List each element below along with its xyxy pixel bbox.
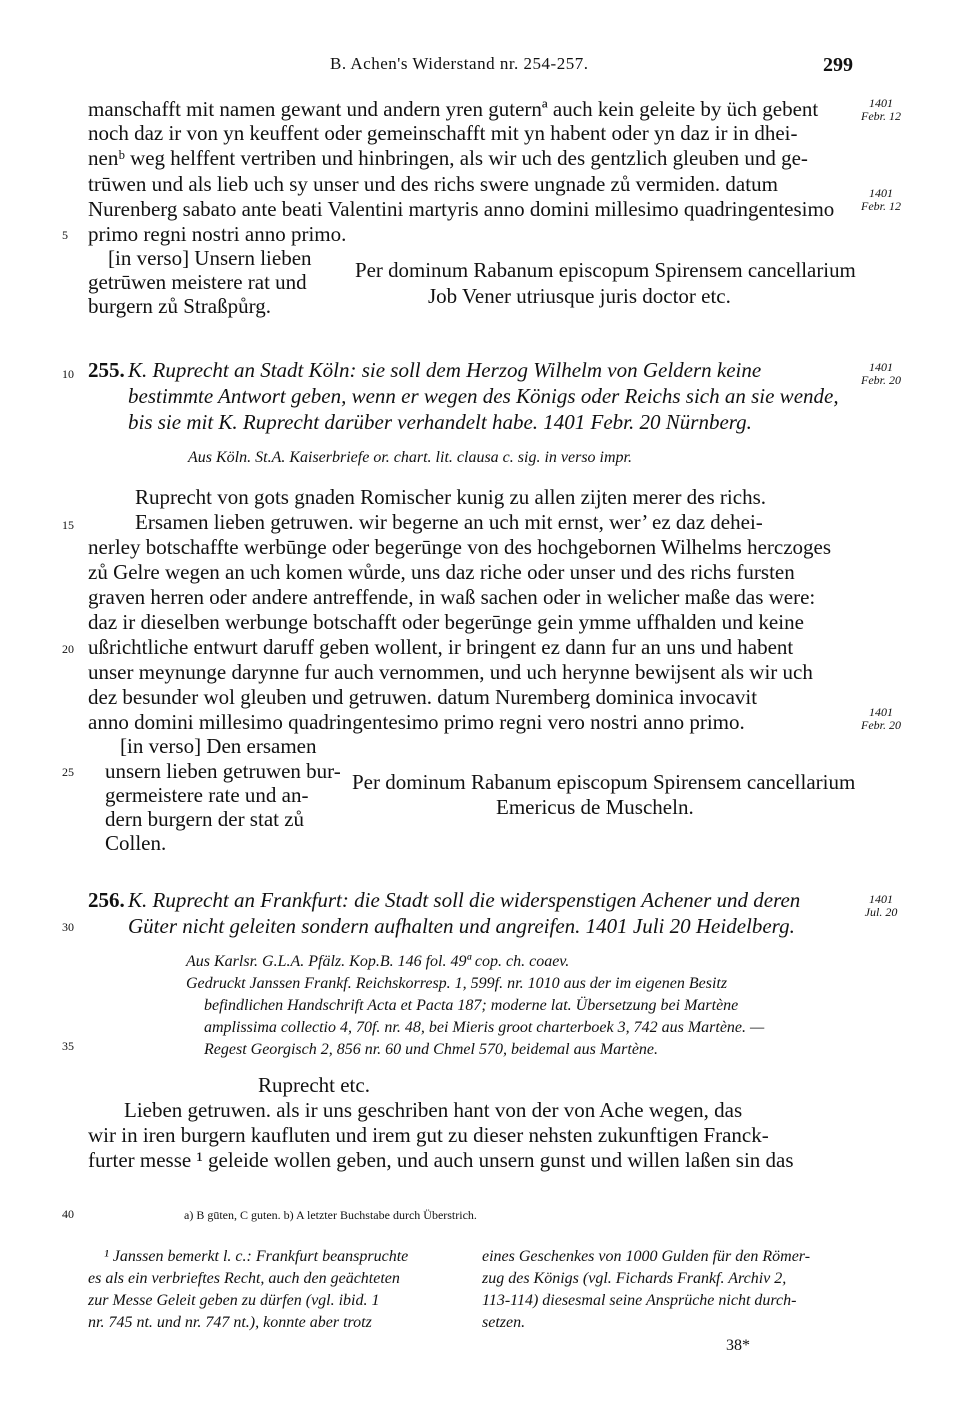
footnote-line: nr. 745 nt. und nr. 747 nt.), konnte aber trotz <box>88 1314 372 1331</box>
margin-date <box>858 361 904 387</box>
line-number: 25 <box>62 765 74 779</box>
text-line: noch daz ir von yn keuffent oder gemeinschafft mit yn habent oder yn daz ir in dhei- <box>88 121 798 145</box>
margin-year: 1401 <box>869 360 893 374</box>
source-note: amplissima collectio 4, 70f. nr. 48, bei Mieris groot charterboek 3, 742 aus Martène. — <box>204 1019 765 1036</box>
running-title: B. Achen's Widerstand nr. 254-257. <box>330 54 589 73</box>
margin-date <box>858 706 904 732</box>
source-note: Aus Köln. St.A. Kaiserbriefe or. chart. lit. clausa c. sig. in verso impr. <box>188 449 632 466</box>
regest-line: bis sie mit K. Ruprecht darüber verhandelt habe. 1401 Febr. 20 Nürnberg. <box>128 410 752 434</box>
source-note: Aus Karlsr. G.L.A. Pfälz. Kop.B. 146 fol. 49ª cop. ch. coaev. <box>186 953 570 970</box>
footnote-line: setzen. <box>482 1314 526 1331</box>
footnote-line: zug des Königs (vgl. Fichards Frankf. Archiv 2, <box>482 1270 787 1287</box>
critical-apparatus: a) B gūten, C guten. b) A letzter Buchstabe durch Überstrich. <box>184 1208 477 1222</box>
chancery-line: Emericus de Muscheln. <box>496 795 694 819</box>
address-line: burgern zů Straßpůrg. <box>88 294 271 318</box>
text-line: daz ir dieselben werbunge botschafft oder begerūnge gein ymme uffhalden und keine <box>88 610 804 634</box>
chancery-line: Per dominum Rabanum episcopum Spirensem cancellarium <box>355 258 856 282</box>
text-line: dez besunder wol gleuben und getruwen. datum Nuremberg dominica invocavit <box>88 685 758 709</box>
text-line: Ersamen lieben getruwen. wir begerne an uch mit ernst, wer’ ez daz dehei- <box>135 510 763 534</box>
address-line: dern burgern der stat zů <box>105 807 305 831</box>
text-line: Nurenberg sabato ante beati Valentini martyris anno domini millesimo quadringentesimo <box>88 197 835 221</box>
document-number: 256. <box>88 888 125 912</box>
text-line: anno domini millesimo quadringentesimo primo regni vero nostri anno primo. <box>88 710 745 734</box>
text-line: Ruprecht von gots gnaden Romischer kunig zu allen zijten merer des richs. <box>135 485 766 509</box>
source-note: Regest Georgisch 2, 856 nr. 60 und Chmel 570, beidemal aus Martène. <box>204 1041 659 1058</box>
line-number: 5 <box>62 228 68 242</box>
signature-mark: 38* <box>726 1337 750 1354</box>
text-line: unser meynunge darynne fur auch vernommen, und uch herynne bewijsent als wir uch <box>88 660 813 684</box>
margin-year: 1401 <box>869 96 893 110</box>
text-line: Lieben getruwen. als ir uns geschriben hant von der von Ache wegen, das <box>124 1098 743 1122</box>
margin-day: Febr. 12 <box>861 199 901 213</box>
footnote-line: 113-114) diesesmal seine Ansprüche nicht durch- <box>482 1292 797 1309</box>
regest-line: Güter nicht geleiten sondern aufhalten und angreifen. 1401 Juli 20 Heidelberg. <box>128 914 795 938</box>
footnote-line: zur Messe Geleit geben zu dürfen (vgl. ibid. 1 <box>88 1292 380 1309</box>
regest-line: K. Ruprecht an Stadt Köln: sie soll dem Herzog Wilhelm von Geldern keine <box>128 358 762 382</box>
text-line: wir in iren burgern kaufluten und irem gut zu dieser nehsten zukunftigen Franck- <box>88 1123 769 1147</box>
regest-line: bestimmte Antwort geben, wenn er wegen des Königs oder Reichs sich an sie wende, <box>128 384 839 408</box>
address-line: unsern lieben getruwen bur- <box>105 759 341 783</box>
text-line: furter messe ¹ geleide wollen geben, und auch unsern gunst und willen laßen sin das <box>88 1148 794 1172</box>
address-line: getrūwen meistere rat und <box>88 270 307 294</box>
margin-date <box>858 97 904 123</box>
line-number: 20 <box>62 642 74 656</box>
text-line: trūwen und als lieb uch sy unser und des richs swere ungnade zů vermiden. datum <box>88 172 778 196</box>
margin-date <box>858 893 904 919</box>
line-number: 30 <box>62 920 74 934</box>
footnote-line: es als ein verbrieftes Recht, auch den geächteten <box>88 1270 400 1287</box>
chancery-line: Per dominum Rabanum episcopum Spirensem cancellarium <box>352 770 856 794</box>
text-line: graven herren oder andere antreffende, in waß sachen oder in welicher maße das were: <box>88 585 816 609</box>
line-number: 15 <box>62 518 74 532</box>
document-number: 255. <box>88 358 125 382</box>
text-line: manschafft mit namen gewant und andern yren guternª auch kein geleite by üch gebent <box>88 97 819 121</box>
margin-day: Febr. 20 <box>861 373 901 387</box>
text-line: ußrichtliche entwurt daruff geben wollent, ir bringent ez dann fur an uns und habent <box>88 635 794 659</box>
text-line: nerley botschaffte werbūnge oder begerūnge von des hochgebornen Wilhelms herczoges <box>88 535 832 559</box>
source-note: Gedruckt Janssen Frankf. Reichskorresp. 1, 599f. nr. 1010 aus der im eigenen Besitz <box>186 975 728 992</box>
margin-date <box>858 187 904 213</box>
text-line: Ruprecht etc. <box>258 1073 370 1097</box>
text-line: nenᵇ weg helffent vertriben und hinbringen, als wir uch des gentzlich gleuben und ge- <box>88 146 808 170</box>
margin-day: Febr. 12 <box>861 109 901 123</box>
margin-year: 1401 <box>869 186 893 200</box>
margin-day: Febr. 20 <box>861 718 901 732</box>
regest-line: K. Ruprecht an Frankfurt: die Stadt soll die widerspenstigen Achener und deren <box>128 888 801 912</box>
margin-day: Jul. 20 <box>864 905 898 919</box>
footnote-line: ¹ Janssen bemerkt l. c.: Frankfurt beanspruchte <box>104 1248 409 1265</box>
line-number: 10 <box>62 367 74 381</box>
page-number: 299 <box>823 54 853 76</box>
text-line: primo regni nostri anno primo. <box>88 222 347 246</box>
margin-year: 1401 <box>869 892 893 906</box>
address-line: [in verso] Den ersamen <box>120 734 317 758</box>
address-line: germeistere rate und an- <box>105 783 309 807</box>
address-line: [in verso] Unsern lieben <box>108 246 312 270</box>
source-note: befindlichen Handschrift Acta et Pacta 187; moderne lat. Übersetzung bei Martène <box>204 997 739 1014</box>
line-number: 35 <box>62 1039 74 1053</box>
address-line: Collen. <box>105 831 167 855</box>
text-line: zů Gelre wegen an uch komen wůrde, uns daz riche oder unser und des richs fursten <box>88 560 795 584</box>
margin-year: 1401 <box>869 705 893 719</box>
footnote-line: eines Geschenkes von 1000 Gulden für den Römer- <box>482 1248 811 1265</box>
line-number: 40 <box>62 1207 74 1221</box>
chancery-line: Job Vener utriusque juris doctor etc. <box>428 284 731 308</box>
